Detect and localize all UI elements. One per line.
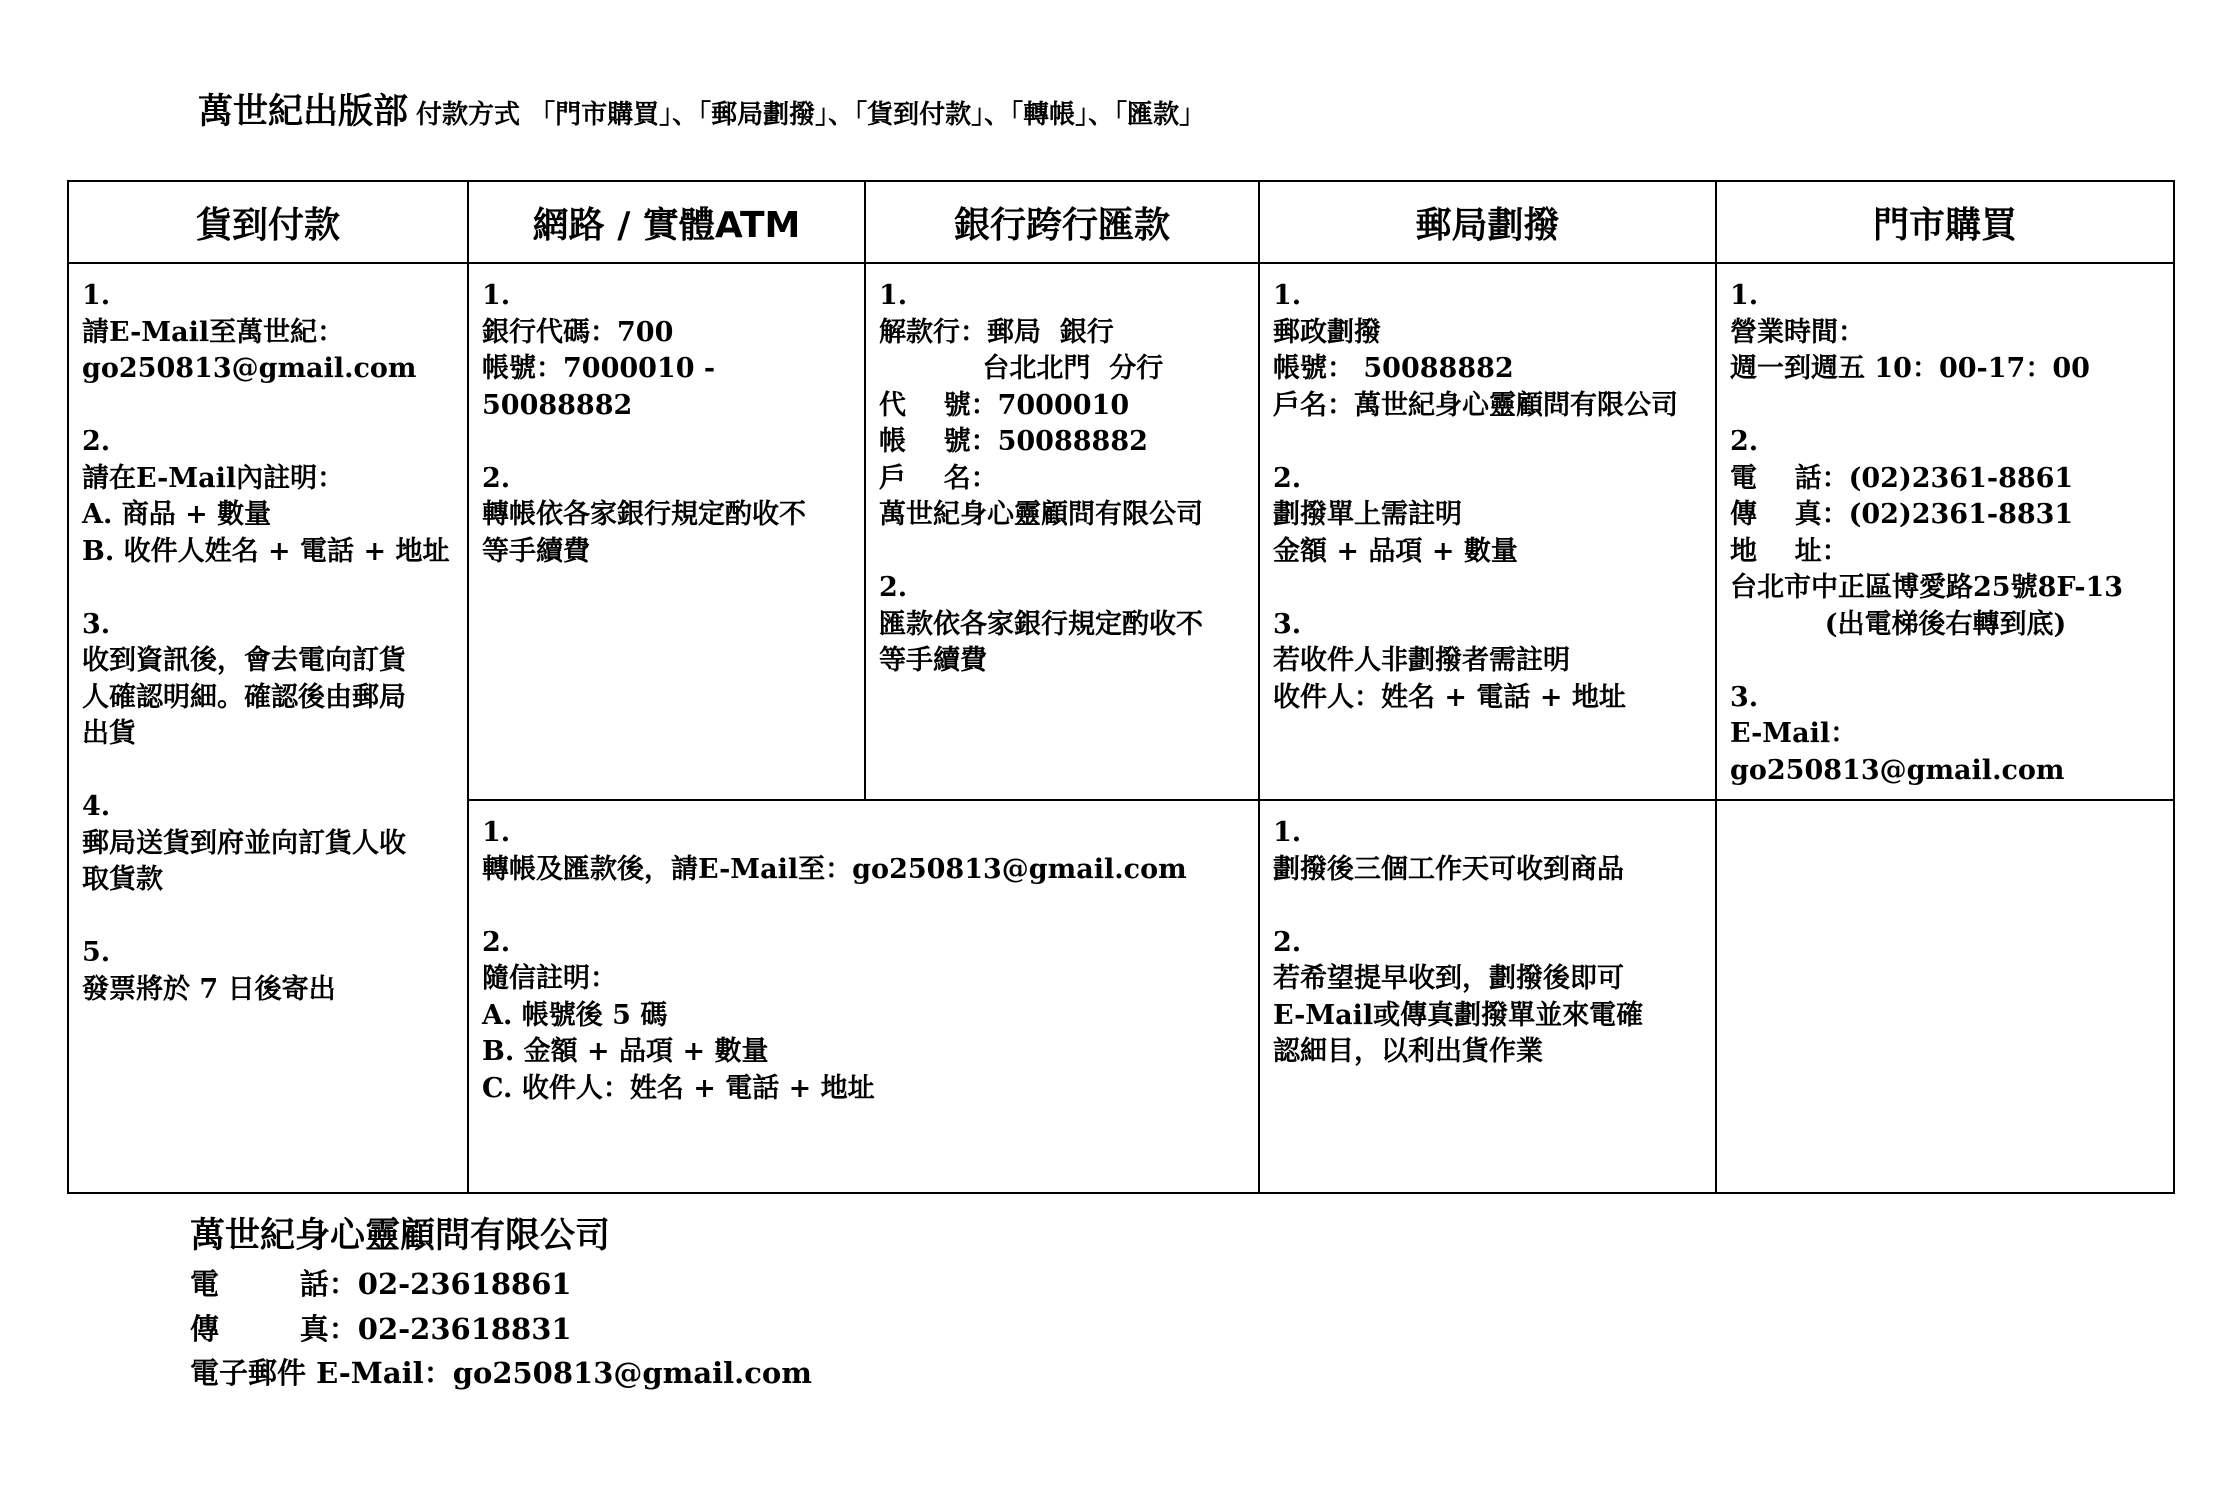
text-line: go250813@gmail.com bbox=[82, 353, 417, 384]
brand-name: 萬世紀出版部 bbox=[198, 92, 409, 132]
text-block bbox=[1273, 925, 1703, 1071]
text-block bbox=[82, 607, 455, 753]
text-line: 若希望提早收到，劃撥後即可 bbox=[1273, 963, 1624, 994]
text-block bbox=[1273, 607, 1703, 717]
header-store-purchase: 門市購買 bbox=[1716, 181, 2174, 263]
text-line: 2. bbox=[879, 572, 908, 603]
text-block bbox=[879, 570, 1246, 680]
text-line: B. 金額 + 品項 + 數量 bbox=[482, 1036, 769, 1067]
payment-methods-subtitle: 付款方式 「門市購買」、「郵局劃撥」、「貨到付款」、「轉帳」、「匯款」 bbox=[416, 100, 1206, 130]
text-block bbox=[1730, 680, 2161, 790]
text-line: 帳號：7000010 - 50088882 bbox=[482, 353, 725, 421]
text-line: 1. bbox=[1273, 817, 1302, 848]
postal-transfer-cell bbox=[1259, 263, 1716, 800]
text-line: 1. bbox=[879, 280, 908, 311]
text-line: 週一到週五 10：00-17：00 bbox=[1730, 353, 2090, 384]
text-line: C. 收件人：姓名 + 電話 + 地址 bbox=[482, 1072, 875, 1104]
header-postal-transfer: 郵局劃撥 bbox=[1259, 181, 1716, 263]
text-line: 1. bbox=[482, 817, 511, 848]
text-line: 3. bbox=[1273, 608, 1302, 640]
text-line: 出貨 bbox=[82, 718, 136, 749]
text-block bbox=[482, 925, 1246, 1108]
postal-notes-cell bbox=[1259, 800, 1716, 1193]
text-line: 劃撥後三個工作天可收到商品 bbox=[1273, 853, 1624, 885]
text-line: 帳 號：50088882 bbox=[879, 426, 1148, 457]
contact-phone: 電 話：02-23618861 bbox=[190, 1267, 572, 1301]
text-line: 台北北門 分行 bbox=[879, 353, 1164, 384]
text-line: 營業時間： bbox=[1730, 316, 1865, 348]
text-line: A. 帳號後 5 碼 bbox=[482, 999, 668, 1031]
company-name: 萬世紀身心靈顧問有限公司 bbox=[190, 1216, 611, 1256]
text-line: 匯款依各家銀行規定酌收不 bbox=[879, 608, 1203, 640]
text-line: 2. bbox=[482, 462, 511, 494]
text-block bbox=[1273, 278, 1703, 424]
text-line: 轉帳依各家銀行規定酌收不 bbox=[482, 499, 806, 530]
text-line: 2. bbox=[1273, 926, 1302, 958]
text-line: 電 話：(02)2361-8861 bbox=[1730, 462, 2074, 494]
text-block bbox=[82, 789, 455, 899]
atm-cell bbox=[468, 263, 865, 800]
text-line: 認細目，以利出貨作業 bbox=[1273, 1036, 1543, 1067]
text-line: A. 商品 + 數量 bbox=[82, 499, 272, 530]
text-line: 請在E-Mail內註明： bbox=[82, 462, 345, 494]
text-line: 傳 真：(02)2361-8831 bbox=[1730, 499, 2074, 530]
text-block bbox=[1730, 424, 2161, 643]
text-line: 收到資訊後，會去電向訂貨 bbox=[82, 645, 406, 676]
contact-fax: 傳 真：02-23618831 bbox=[190, 1311, 572, 1346]
text-line: 代 號：7000010 bbox=[879, 389, 1130, 421]
text-line: 金額 + 品項 + 數量 bbox=[1273, 535, 1518, 567]
text-line: 發票將於 7 日後寄出 bbox=[82, 973, 336, 1005]
contact-email: 電子郵件 E-Mail：go250813@gmail.com bbox=[190, 1356, 812, 1390]
text-block bbox=[879, 278, 1246, 534]
text-line: 2. bbox=[1273, 462, 1302, 494]
text-block bbox=[1273, 461, 1703, 571]
text-line: 2. bbox=[482, 926, 511, 958]
transfer-notes-cell bbox=[468, 800, 1259, 1193]
text-line: E-Mail：go250813@gmail.com bbox=[1730, 718, 2065, 786]
text-line: 收件人：姓名 + 電話 + 地址 bbox=[1273, 681, 1626, 713]
header-cash-on-delivery: 貨到付款 bbox=[68, 181, 468, 263]
text-line: 3. bbox=[82, 608, 111, 640]
text-line: 帳號： 50088882 bbox=[1273, 353, 1514, 384]
text-line: 戶 名： bbox=[879, 462, 998, 494]
header-bank-remittance: 銀行跨行匯款 bbox=[865, 181, 1259, 263]
text-line: 3. bbox=[1730, 681, 1759, 713]
text-line: (出電梯後右轉到底) bbox=[1824, 608, 2067, 640]
text-line: 1. bbox=[482, 280, 511, 311]
text-line: 解款行：郵局 銀行 bbox=[879, 316, 1114, 348]
table-header-row bbox=[68, 181, 2174, 263]
text-line: 地 址： bbox=[1730, 535, 1849, 567]
text-line: 隨信註明： bbox=[482, 963, 617, 994]
text-block bbox=[1273, 815, 1703, 888]
text-line: 萬世紀身心靈顧問有限公司 bbox=[879, 499, 1203, 530]
payment-methods-table bbox=[67, 180, 2175, 1194]
text-line: 等手續費 bbox=[482, 535, 590, 567]
empty-cell bbox=[1716, 800, 2174, 1193]
cash-on-delivery-cell bbox=[68, 263, 468, 1193]
text-line: 轉帳及匯款後，請E-Mail至：go250813@gmail.com bbox=[482, 853, 1187, 885]
text-block bbox=[482, 815, 1246, 888]
text-line: 人確認明細。確認後由郵局 bbox=[82, 681, 406, 713]
company-contact bbox=[190, 1210, 812, 1396]
text-line: 銀行代碼：700 bbox=[482, 316, 674, 348]
text-line: 若收件人非劃撥者需註明 bbox=[1273, 645, 1570, 676]
text-line: 1. bbox=[1730, 280, 1759, 311]
page-title bbox=[198, 84, 1205, 134]
text-block bbox=[82, 424, 455, 570]
text-line: B. 收件人姓名 + 電話 + 地址 bbox=[82, 535, 450, 567]
store-purchase-cell bbox=[1716, 263, 2174, 800]
text-line: 1. bbox=[1273, 280, 1302, 311]
text-block bbox=[82, 278, 455, 388]
text-block bbox=[482, 278, 852, 424]
bank-remittance-cell bbox=[865, 263, 1259, 800]
text-line: 5. bbox=[82, 937, 111, 968]
text-line: E-Mail或傳真劃撥單並來電確 bbox=[1273, 999, 1644, 1031]
text-line: 1. bbox=[82, 280, 111, 311]
header-atm: 網路 / 實體ATM bbox=[468, 181, 865, 263]
text-line: 請E-Mail至萬世紀： bbox=[82, 316, 345, 348]
text-line: 郵局送貨到府並向訂貨人收 bbox=[82, 827, 406, 859]
text-line: 2. bbox=[1730, 426, 1759, 457]
table-row bbox=[68, 263, 2174, 800]
text-line: 戶名：萬世紀身心靈顧問有限公司 bbox=[1273, 389, 1678, 421]
text-line: 2. bbox=[82, 426, 111, 457]
text-block bbox=[82, 935, 455, 1008]
text-line: 等手續費 bbox=[879, 645, 987, 676]
text-block bbox=[482, 461, 852, 571]
text-line: 台北市中正區博愛路25號8F-13 bbox=[1730, 572, 2124, 603]
text-line: 4. bbox=[82, 791, 111, 822]
text-line: 取貨款 bbox=[82, 864, 163, 895]
text-block bbox=[1730, 278, 2161, 388]
text-line: 郵政劃撥 bbox=[1273, 316, 1381, 348]
text-line: 劃撥單上需註明 bbox=[1273, 499, 1462, 530]
